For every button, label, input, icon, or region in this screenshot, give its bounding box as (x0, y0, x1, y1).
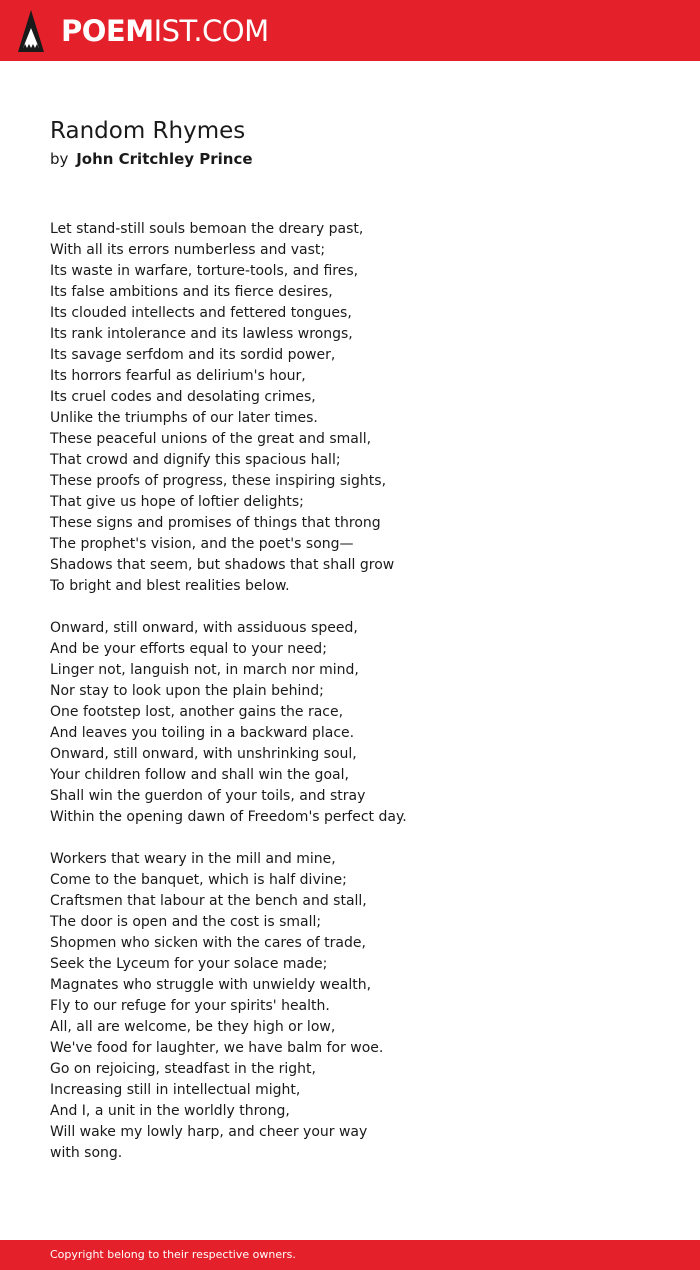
poem-title: Random Rhymes (50, 118, 246, 144)
poem-line: Go on rejoicing, steadfast in the right, (50, 1061, 316, 1077)
poem-line: Linger not, languish not, in march nor mind, (50, 662, 359, 678)
stanza (50, 219, 650, 597)
site-header (0, 0, 700, 61)
poem-line: Unlike the triumphs of our later times. (50, 410, 318, 426)
poem-line: Shopmen who sicken with the cares of trade, (50, 935, 366, 951)
logo-wordmark (61, 10, 269, 52)
author-name[interactable]: John Critchley Prince (76, 150, 253, 168)
logo-text-light: IST.COM (153, 14, 269, 48)
poem-line: One footstep lost, another gains the race, (50, 704, 344, 720)
poem-line: These proofs of progress, these inspiring sights, (50, 473, 387, 489)
poem-line: Fly to our refuge for your spirits' health. (50, 998, 330, 1014)
poem-line: Craftsmen that labour at the bench and stall, (50, 893, 367, 909)
poem-line: Its rank intolerance and its lawless wrongs, (50, 326, 353, 342)
poem-line: With all its errors numberless and vast; (50, 242, 326, 258)
poem-line: To bright and blest realities below. (50, 578, 290, 594)
poem-line: Its false ambitions and its fierce desires, (50, 284, 333, 300)
poem-line: The door is open and the cost is small; (50, 914, 322, 930)
poem-line: Its cruel codes and desolating crimes, (50, 389, 316, 405)
poem-line: Let stand-still souls bemoan the dreary past, (50, 221, 364, 237)
site-logo[interactable] (18, 10, 269, 52)
poem-line: These signs and promises of things that throng (50, 515, 381, 531)
pencil-icon (18, 10, 44, 52)
poem-line: The prophet's vision, and the poet's song— (50, 536, 354, 552)
poem-line: Magnates who struggle with unwieldy wealth, (50, 977, 372, 993)
poem-line: Come to the banquet, which is half divine; (50, 872, 347, 888)
poem-line: Will wake my lowly harp, and cheer your way (50, 1124, 368, 1140)
poem-line: Nor stay to look upon the plain behind; (50, 683, 324, 699)
poem-line: Increasing still in intellectual might, (50, 1082, 301, 1098)
poem-line: Its horrors fearful as delirium's hour, (50, 368, 306, 384)
stanza (50, 618, 650, 828)
poem-line: And I, a unit in the worldly throng, (50, 1103, 290, 1119)
poem-line: And be your efforts equal to your need; (50, 641, 327, 657)
poem-line: Onward, still onward, with assiduous speed, (50, 620, 358, 636)
by-label: by (50, 150, 69, 168)
poem-line: Seek the Lyceum for your solace made; (50, 956, 328, 972)
poem-line: That give us hope of loftier delights; (50, 494, 304, 510)
poem-line: All, all are welcome, be they high or low, (50, 1019, 336, 1035)
poem-line: Its waste in warfare, torture-tools, and fires, (50, 263, 359, 279)
byline (50, 148, 253, 170)
copyright-text: Copyright belong to their respective owners. (50, 1248, 296, 1261)
poem-line: These peaceful unions of the great and small, (50, 431, 372, 447)
poem-line: Shall win the guerdon of your toils, and stray (50, 788, 366, 804)
poem-line: Shadows that seem, but shadows that shall grow (50, 557, 395, 573)
poem-line: with song. (50, 1145, 123, 1161)
poem-line: Onward, still onward, with unshrinking soul, (50, 746, 357, 762)
poem-line: Workers that weary in the mill and mine, (50, 851, 336, 867)
poem-line: Your children follow and shall win the goal, (50, 767, 349, 783)
site-footer (0, 1240, 700, 1270)
poem-line: Its clouded intellects and fettered tongues, (50, 305, 352, 321)
poem-line: That crowd and dignify this spacious hall; (50, 452, 341, 468)
stanza (50, 849, 650, 1164)
poem-line: And leaves you toiling in a backward place. (50, 725, 355, 741)
poem-line: We've food for laughter, we have balm for woe. (50, 1040, 384, 1056)
poem-line: Within the opening dawn of Freedom's perfect day. (50, 809, 407, 825)
logo-text-bold: POEM (61, 14, 154, 48)
poem-line: Its savage serfdom and its sordid power, (50, 347, 336, 363)
poem-body (50, 219, 650, 1185)
